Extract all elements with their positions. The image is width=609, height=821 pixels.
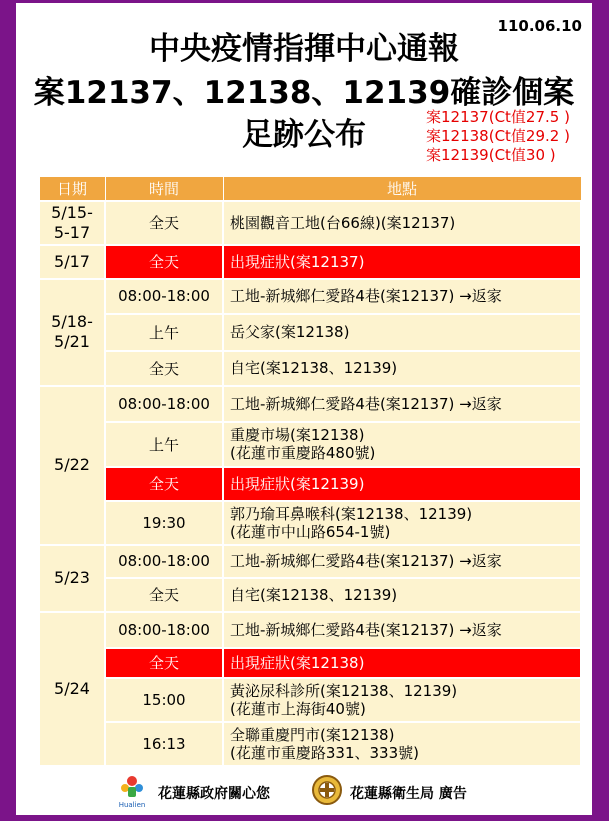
date-cell: 5/23	[39, 545, 105, 612]
hualien-county-logo	[116, 773, 148, 809]
table-row	[39, 386, 581, 422]
title-line-1: 中央疫情指揮中心通報	[149, 31, 459, 67]
table-row	[39, 467, 581, 501]
ct-value: 案12139(Ct值30 )	[426, 146, 556, 164]
date-cell: 5/18- 5/21	[39, 279, 105, 386]
time-cell: 上午	[105, 422, 223, 467]
footprint-table	[38, 176, 582, 767]
place-cell: 工地-新城鄉仁愛路4巷(案12137) →返家	[223, 612, 581, 648]
time-cell: 全天	[105, 351, 223, 386]
time-cell: 08:00-18:00	[105, 612, 223, 648]
place-cell: 岳父家(案12138)	[223, 314, 581, 351]
time-cell: 08:00-18:00	[105, 279, 223, 314]
table-row	[39, 578, 581, 612]
header-date: 日期	[39, 177, 105, 201]
place-cell: 工地-新城鄉仁愛路4巷(案12137) →返家	[223, 545, 581, 578]
logo-caption: Hualien	[118, 801, 146, 809]
time-cell: 全天	[105, 648, 223, 678]
header-place: 地點	[223, 177, 581, 201]
date-cell: 5/22	[39, 386, 105, 545]
place-cell: 自宅(案12138、12139)	[223, 578, 581, 612]
place-cell: 重慶市場(案12138) (花蓮市重慶路480號)	[223, 422, 581, 467]
time-cell: 全天	[105, 578, 223, 612]
health-bureau-logo	[312, 773, 342, 807]
ct-value: 案12138(Ct值29.2 )	[426, 127, 570, 145]
time-cell: 19:30	[105, 501, 223, 545]
table-row	[39, 422, 581, 467]
footer-text-health-bureau: 花蓮縣衛生局 廣告	[350, 786, 467, 802]
place-cell: 出現症狀(案12138)	[223, 648, 581, 678]
table-row	[39, 648, 581, 678]
time-cell: 上午	[105, 314, 223, 351]
table-row	[39, 545, 581, 578]
table-row	[39, 722, 581, 766]
ct-value-list	[426, 108, 570, 165]
place-cell: 工地-新城鄉仁愛路4巷(案12137) →返家	[223, 386, 581, 422]
issue-date: 110.06.10	[497, 17, 582, 35]
place-cell: 桃園觀音工地(台66線)(案12137)	[223, 201, 581, 245]
time-cell: 16:13	[105, 722, 223, 766]
time-cell: 08:00-18:00	[105, 545, 223, 578]
time-cell: 全天	[105, 201, 223, 245]
time-cell: 全天	[105, 245, 223, 279]
table-row	[39, 245, 581, 279]
date-cell: 5/24	[39, 612, 105, 766]
title-line-3: 足跡公布	[242, 117, 366, 153]
table-row	[39, 314, 581, 351]
place-cell: 黃泌尿科診所(案12138、12139) (花蓮市上海街40號)	[223, 678, 581, 722]
place-cell: 自宅(案12138、12139)	[223, 351, 581, 386]
footer	[16, 771, 592, 811]
table-row	[39, 501, 581, 545]
table-row	[39, 612, 581, 648]
poster	[16, 3, 592, 815]
place-cell: 郭乃瑜耳鼻喉科(案12138、12139) (花蓮市中山路654-1號)	[223, 501, 581, 545]
date-cell: 5/15- 5-17	[39, 201, 105, 245]
title-line-2: 案12137、12138、12139確診個案	[33, 75, 575, 111]
place-cell: 出現症狀(案12137)	[223, 245, 581, 279]
time-cell: 全天	[105, 467, 223, 501]
time-cell: 15:00	[105, 678, 223, 722]
ct-value: 案12137(Ct值27.5 )	[426, 108, 570, 126]
table-row	[39, 279, 581, 314]
header-time: 時間	[105, 177, 223, 201]
table-row	[39, 351, 581, 386]
footer-text-county: 花蓮縣政府關心您	[158, 786, 270, 802]
date-cell: 5/17	[39, 245, 105, 279]
place-cell: 出現症狀(案12139)	[223, 467, 581, 501]
table-row	[39, 678, 581, 722]
place-cell: 全聯重慶門市(案12138) (花蓮市重慶路331、333號)	[223, 722, 581, 766]
place-cell: 工地-新城鄉仁愛路4巷(案12137) →返家	[223, 279, 581, 314]
table-row	[39, 201, 581, 245]
table-header-row	[39, 177, 581, 201]
time-cell: 08:00-18:00	[105, 386, 223, 422]
